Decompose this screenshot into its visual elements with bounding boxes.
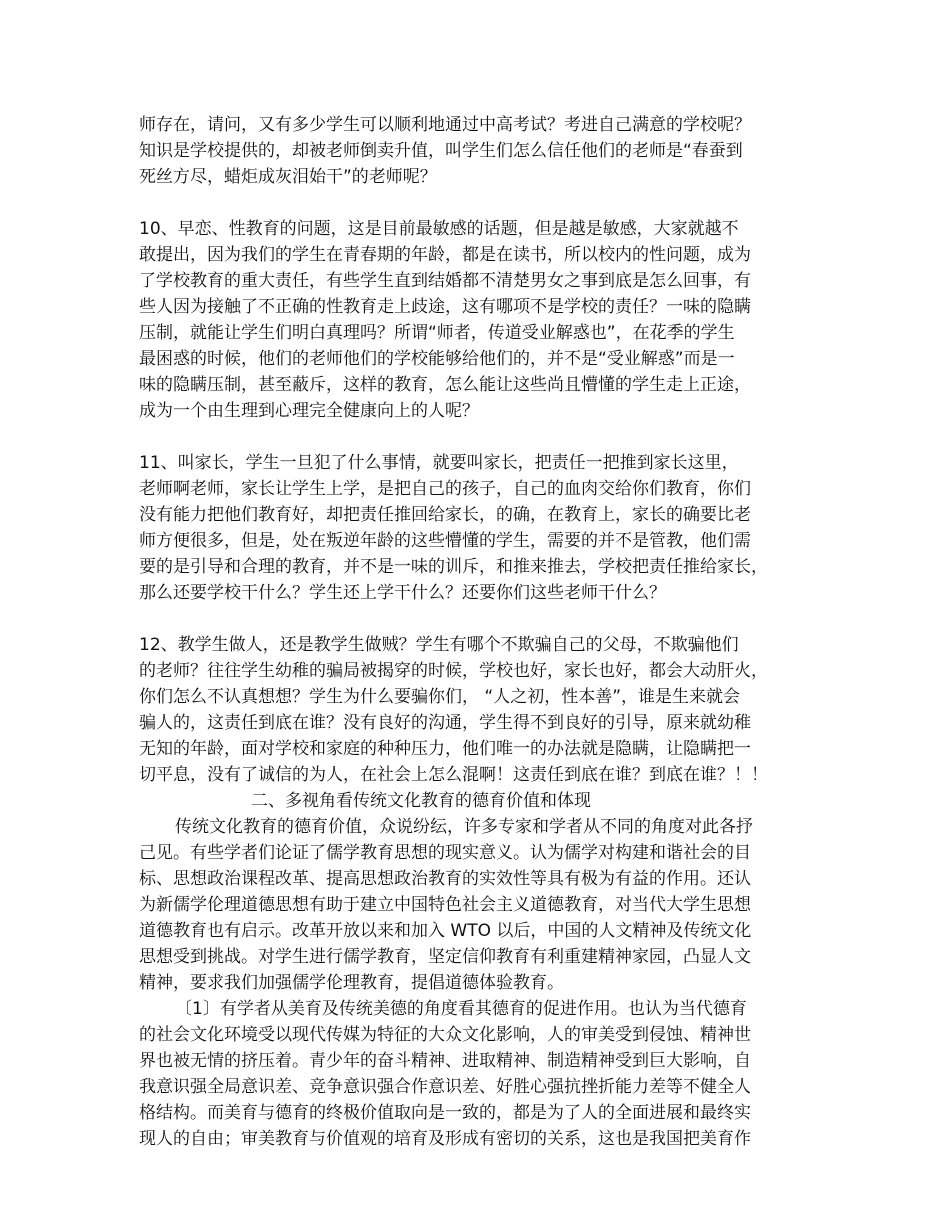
section-heading: 二、多视角看传统文化教育的德育价值和体现	[251, 791, 591, 811]
text-line: 10、早恋、性教育的问题，这是目前最敏感的话题，但是越是敏感，大家就越不	[139, 219, 739, 239]
text-line: 道德教育也有启示。改革开放以来和加入 WTO 以后，中国的人文精神及传统文化	[139, 921, 752, 941]
paragraph-gap	[139, 606, 819, 632]
text-line: 标、思想政治课程改革、提高思想政治教育的实效性等具有极为有益的作用。还认	[139, 869, 751, 889]
text-line: 了学校教育的重大责任，有些学生直到结婚都不清楚男女之事到底是怎么回事，有	[139, 271, 751, 291]
text-line: 敢提出，因为我们的学生在青春期的年龄，都是在读书，所以校内的性问题，成为	[139, 245, 751, 265]
text-line: 格结构。而美育与德育的终极价值取向是一致的，都是为了人的全面进展和最终实	[139, 1103, 751, 1123]
text-line: 味的隐瞒压制，甚至蔽斥，这样的教育，怎么能让这些尚且懵懂的学生走上正途，	[139, 375, 751, 395]
text-line: 思想受到挑战。对学生进行儒学教育，坚定信仰教育有利重建精神家园，凸显人文	[139, 947, 751, 967]
text-line: 无知的年龄，面对学校和家庭的种种压力，他们唯一的办法就是隐瞒，让隐瞒把一	[139, 739, 751, 759]
paragraph-gap	[139, 190, 819, 216]
text-line: 骗人的，这责任到底在谁？没有良好的沟通，学生得不到良好的引导，原来就幼稚	[139, 713, 751, 733]
text-line: 知识是学校提供的，却被老师倒卖升值，叫学生们怎么信任他们的老师是“春蚕到	[139, 141, 743, 161]
paragraph-gap	[139, 424, 819, 450]
text-line: 你们怎么不认真想想？学生为什么要骗你们， “人之初，性本善”，谁是生来就会	[139, 687, 741, 707]
text-line: 现人的自由；审美教育与价值观的培育及形成有密切的关系，这也是我国把美育作	[139, 1129, 751, 1149]
text-line: 师存在，请问，又有多少学生可以顺利地通过中高考试？考进自己满意的学校呢？	[139, 115, 751, 135]
text-line: 精神，要求我们加强儒学伦理教育，提倡道德体验教育。	[139, 973, 564, 993]
text-line: 切平息，没有了诚信的为人，在社会上怎么混啊！这责任到底在谁？到底在谁？！！	[139, 765, 768, 785]
text-line: 的社会文化环境受以现代传媒为特征的大众文化影响，人的审美受到侵蚀、精神世	[139, 1025, 751, 1045]
text-line: 11、叫家长，学生一旦犯了什么事情，就要叫家长，把责任一把推到家长这里，	[139, 453, 739, 473]
text-line: 12、教学生做人，还是教学生做贼？学生有哪个不欺骗自己的父母，不欺骗他们	[139, 635, 739, 655]
text-line: 界也被无情的挤压着。青少年的奋斗精神、进取精神、制造精神受到巨大影响，自	[139, 1051, 751, 1071]
text-line: 我意识强全局意识差、竞争意识强合作意识差、好胜心强抗挫折能力差等不健全人	[139, 1077, 751, 1097]
text-line: 老师啊老师，家长让学生上学，是把自己的孩子，自己的血肉交给你们教育，你们	[139, 479, 751, 499]
text-line: 师方便很多，但是，处在叛逆年龄的这些懵懂的学生，需要的并不是管教，他们需	[139, 531, 751, 551]
text-line: 要的是引导和合理的教育，并不是一味的训斥，和推来推去，学校把责任推给家长，	[139, 557, 768, 577]
text-line: 些人因为接触了不正确的性教育走上歧途，这有哪项不是学校的责任？一味的隐瞒	[139, 297, 751, 317]
text-line: 最困惑的时候，他们的老师他们的学校能够给他们的，并不是“受业解惑”而是一	[139, 349, 735, 369]
text-line: 那么还要学校干什么？学生还上学干什么？还要你们这些老师干什么？	[139, 583, 666, 603]
text-line: 没有能力把他们教育好，却把责任推回给家长，的确，在教育上，家长的确要比老	[139, 505, 751, 525]
document-body	[139, 112, 819, 1152]
text-line: 成为一个由生理到心理完全健康向上的人呢？	[139, 401, 479, 421]
text-line: 的老师？往往学生幼稚的骗局被揭穿的时候，学校也好，家长也好，都会大动肝火，	[139, 661, 768, 681]
text-line: 为新儒学伦理道德思想有助于建立中国特色社会主义道德教育，对当代大学生思想	[139, 895, 751, 915]
text-line: 死丝方尽，蜡炬成灰泪始干”的老师呢？	[139, 167, 437, 187]
text-line: 传统文化教育的德育价值，众说纷纭，许多专家和学者从不同的角度对此各抒	[175, 817, 753, 837]
text-line: 〔1〕有学者从美育及传统美德的角度看其德育的促进作用。也认为当代德育	[175, 999, 747, 1019]
text-line: 己见。有些学者们论证了儒学教育思想的现实意义。认为儒学对构建和谐社会的目	[139, 843, 751, 863]
text-line: 压制，就能让学生们明白真理吗？所谓“师者，传道受业解惑也”，在花季的学生	[139, 323, 735, 343]
